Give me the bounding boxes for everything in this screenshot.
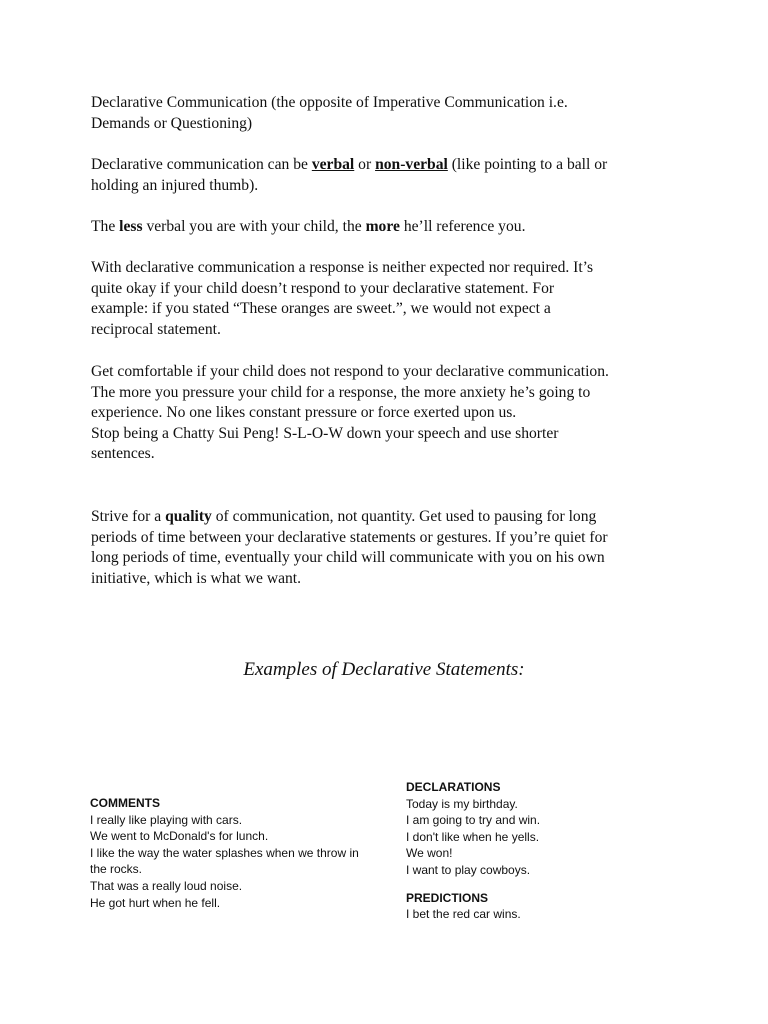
declarations-heading: DECLARATIONS <box>406 780 501 794</box>
less-more-paragraph <box>91 217 691 238</box>
section-spacer <box>406 879 540 890</box>
quality-line: long periods of time, eventually your child will communicate with you on his own <box>91 549 605 567</box>
predictions-heading: PREDICTIONS <box>406 890 489 905</box>
title-paragraph <box>91 93 691 134</box>
less-more-line <box>91 217 691 238</box>
comfort-line: sentences. <box>91 445 155 463</box>
text-fragment: The <box>91 218 120 235</box>
response-paragraph <box>91 258 691 340</box>
verbal-line-2: holding an injured thumb). <box>91 176 259 194</box>
response-line: With declarative communication a response is neither expected nor required. It’s <box>91 259 594 276</box>
examples-heading: Examples of Declarative Statements: <box>243 659 525 680</box>
quality-term: quality <box>165 508 212 525</box>
text-fragment: verbal you are with your child, the <box>142 218 366 235</box>
list-item: We won! <box>406 846 453 861</box>
list-item: I really like playing with cars. <box>90 812 243 827</box>
comfort-paragraph <box>91 362 691 465</box>
comfort-line: Stop being a Chatty Sui Peng! S-L-O-W down your speech and use shorter <box>91 424 559 442</box>
text-fragment: Declarative communication can be <box>91 156 312 173</box>
text-fragment: or <box>354 156 376 173</box>
response-line: quite okay if your child doesn’t respond to your declarative statement. For <box>91 279 555 297</box>
comments-heading: COMMENTS <box>90 796 160 810</box>
text-fragment: he’ll reference you. <box>399 218 526 235</box>
text-fragment: of communication, not quantity. Get used to pausing for long <box>211 508 597 525</box>
response-line: reciprocal statement. <box>91 320 221 338</box>
quality-line: periods of time between your declarative statements or gestures. If you’re quiet for <box>91 528 608 546</box>
list-item: That was a really loud noise. <box>90 878 243 893</box>
list-item: Today is my birthday. <box>406 796 518 811</box>
verbal-nonverbal-paragraph <box>91 155 691 196</box>
less-term: less <box>119 218 143 235</box>
title-line-1: Declarative Communication (the opposite of Imperative Communication i.e. <box>91 94 568 111</box>
more-term: more <box>365 218 400 235</box>
comfort-line: Get comfortable if your child does not respond to your declarative communication. <box>91 363 609 380</box>
nonverbal-term: non-verbal <box>375 156 448 173</box>
comments-section <box>90 795 359 911</box>
title-line-2: Demands or Questioning) <box>91 114 253 132</box>
list-item: He got hurt when he fell. <box>90 895 221 910</box>
text-fragment: Strive for a <box>91 508 166 525</box>
verbal-line-1 <box>91 155 691 176</box>
quality-line: initiative, which is what we want. <box>91 569 302 587</box>
list-item: I like the way the water splashes when we throw in <box>90 845 359 860</box>
list-item: I want to play cowboys. <box>406 862 531 877</box>
list-item: I don't like when he yells. <box>406 829 540 844</box>
comfort-line: The more you pressure your child for a response, the more anxiety he’s going to <box>91 383 591 401</box>
list-item: I am going to try and win. <box>406 813 541 828</box>
verbal-term: verbal <box>311 156 355 173</box>
text-fragment: (like pointing to a ball or <box>447 156 608 173</box>
declarations-section <box>406 779 540 923</box>
quality-paragraph <box>91 507 691 589</box>
quality-line <box>91 507 691 528</box>
response-line: example: if you stated “These oranges are sweet.”, we would not expect a <box>91 300 551 318</box>
comfort-line: experience. No one likes constant pressure or force exerted upon us. <box>91 404 517 422</box>
list-item: the rocks. <box>90 862 143 877</box>
list-item: I bet the red car wins. <box>406 907 521 922</box>
list-item: We went to McDonald's for lunch. <box>90 829 269 844</box>
